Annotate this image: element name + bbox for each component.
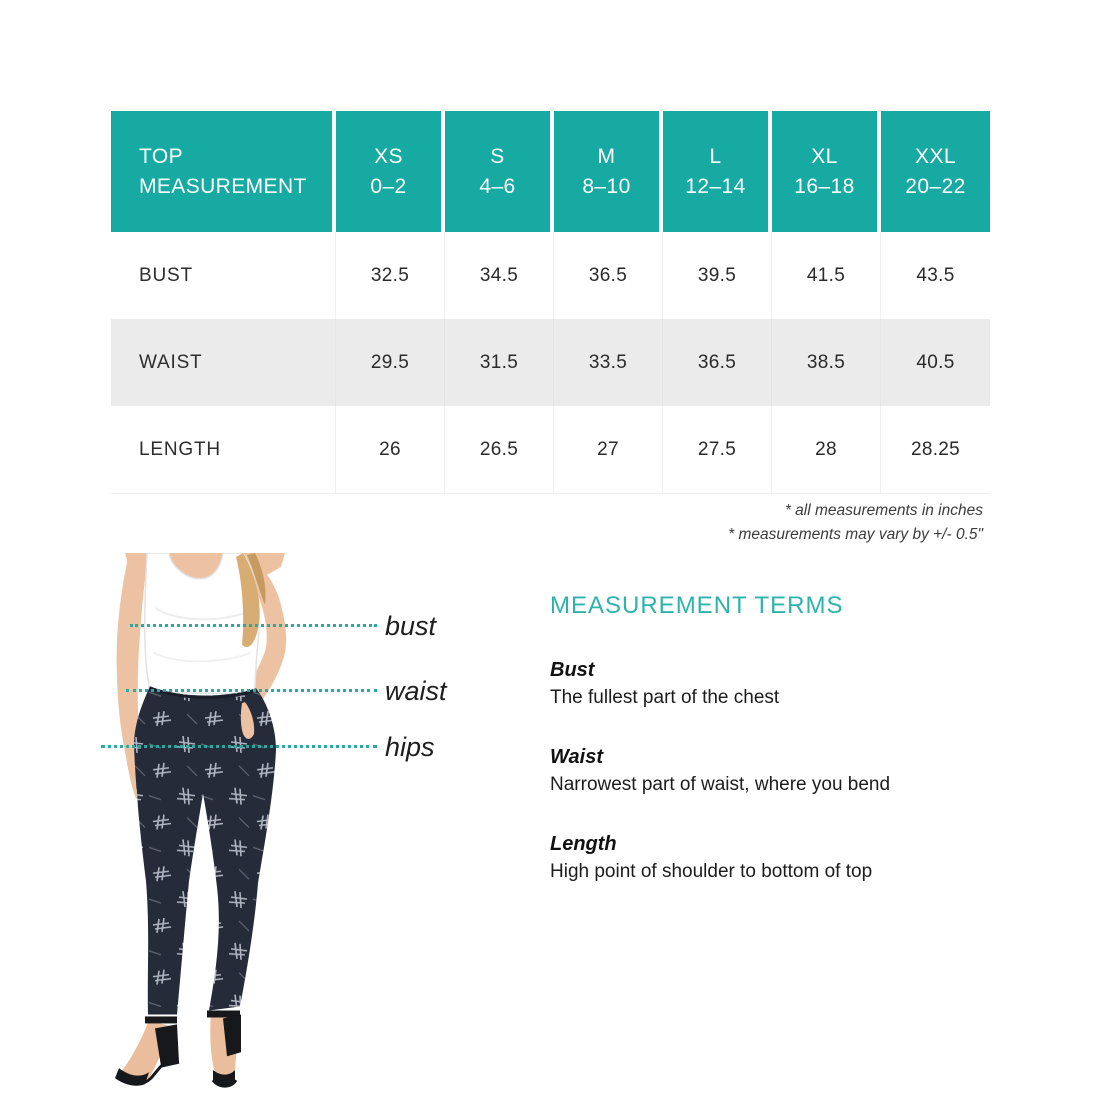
header-size-xxl: [881, 111, 990, 232]
header-size-l: [663, 111, 772, 232]
length-xxl: 28.25: [910, 438, 961, 460]
size-label: M: [597, 144, 616, 168]
term-length: [550, 830, 1020, 886]
footnote-inches: * all measurements in inches: [784, 502, 983, 519]
table-row-length: [111, 406, 990, 493]
size-range: 8–10: [582, 174, 631, 198]
table-row-waist: [111, 319, 990, 406]
size-chart-header-row: [111, 111, 990, 232]
waist-xxl: 40.5: [916, 351, 955, 373]
bust-m: 36.5: [554, 232, 663, 319]
bust-xl: 41.5: [772, 232, 881, 319]
length-l: 27.5: [663, 406, 772, 493]
term-name: Waist: [550, 746, 603, 768]
term-name: Length: [550, 833, 617, 855]
corner-label: TOP MEASUREMENT: [139, 144, 307, 198]
term-bust: [550, 656, 1020, 712]
model-illustration: [95, 553, 335, 1100]
waist-measure-line: [126, 689, 377, 692]
length-xs: 26: [336, 406, 445, 493]
table-row-bust: [111, 232, 990, 319]
waist-s: 31.5: [445, 319, 554, 406]
hips-line-label: hips: [385, 732, 435, 762]
size-range: 20–22: [905, 174, 966, 198]
bust-l: 39.5: [663, 232, 772, 319]
waist-xs: 29.5: [336, 319, 445, 406]
term-waist: [550, 743, 1020, 799]
row-label-waist: WAIST: [111, 319, 336, 406]
length-xl: 28: [772, 406, 881, 493]
header-size-xl: [772, 111, 881, 232]
length-m: 27: [554, 406, 663, 493]
row-label-length: LENGTH: [111, 406, 336, 493]
size-range: 0–2: [370, 174, 407, 198]
model-photo: [95, 553, 335, 1100]
hips-measure-line: [101, 745, 377, 748]
waist-l: 36.5: [663, 319, 772, 406]
bust-xxl: 43.5: [916, 264, 955, 286]
size-label: XL: [811, 144, 838, 168]
header-size-m: [554, 111, 663, 232]
size-chart-table: [111, 111, 990, 494]
size-label: XS: [374, 144, 403, 168]
footnote-variance: * measurements may vary by +/- 0.5": [728, 526, 983, 543]
size-label: S: [490, 144, 505, 168]
waist-xl: 38.5: [772, 319, 881, 406]
term-name: Bust: [550, 659, 595, 681]
waist-m: 33.5: [554, 319, 663, 406]
term-definition: Narrowest part of waist, where you bend: [550, 774, 891, 795]
term-definition: The fullest part of the chest: [550, 687, 780, 708]
waist-line-label: waist: [385, 676, 447, 706]
measurement-terms-section: [550, 592, 1020, 886]
size-range: 12–14: [685, 174, 746, 198]
table-footnotes: [111, 499, 983, 547]
header-size-xs: [336, 111, 445, 232]
length-s: 26.5: [445, 406, 554, 493]
header-corner-cell: [111, 111, 336, 232]
size-range: 16–18: [794, 174, 855, 198]
bust-measure-line: [130, 624, 377, 627]
term-definition: High point of shoulder to bottom of top: [550, 861, 873, 882]
size-range: 4–6: [479, 174, 516, 198]
row-label-bust: BUST: [111, 232, 336, 319]
size-label: L: [709, 144, 722, 168]
size-label: XXL: [915, 144, 956, 168]
bust-xs: 32.5: [336, 232, 445, 319]
terms-heading: MEASUREMENT TERMS: [550, 592, 844, 619]
bust-line-label: bust: [385, 611, 437, 641]
header-size-s: [445, 111, 554, 232]
bust-s: 34.5: [445, 232, 554, 319]
